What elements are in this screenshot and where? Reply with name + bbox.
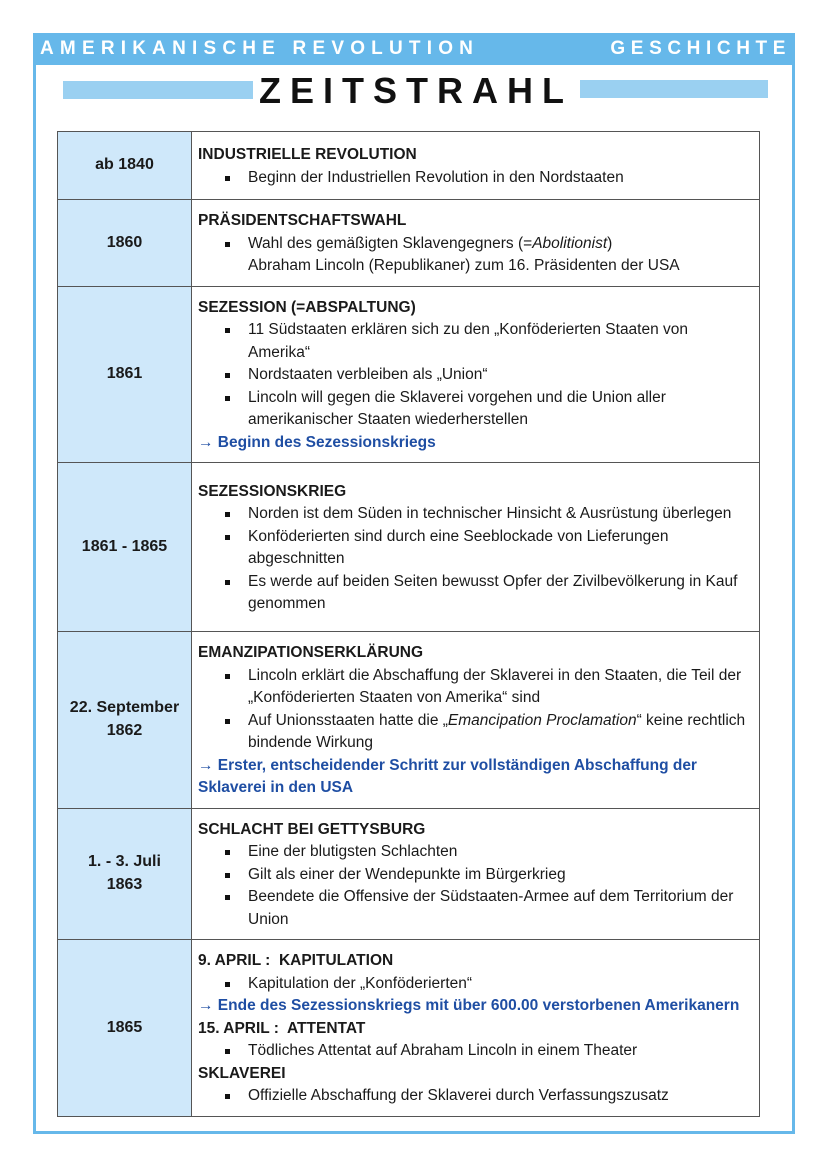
bullet-item: Lincoln erklärt die Abschaffung der Sklaverei in den Staaten, die Teil der „Konföderierten Staaten von Amerika“ sind [248, 665, 753, 710]
conclusion-arrow-text: → Beginn des Sezessionskriegs [198, 433, 436, 451]
bullet-list [198, 1040, 753, 1063]
event-heading: SCHLACHT BEI GETTYSBURG [198, 820, 426, 838]
conclusion-arrow-text: → Erster, entscheidender Schritt zur vollständigen Abschaffung der Sklaverei in den USA [198, 756, 697, 796]
bullet-item: Gilt als einer der Wendepunkte im Bürgerkrieg [248, 864, 753, 887]
bullet-item: Tödliches Attentat auf Abraham Lincoln in einem Theater [248, 1040, 753, 1063]
content-cell [192, 200, 760, 287]
topic-label: AMERIKANISCHE REVOLUTION [40, 38, 480, 59]
bullet-item: 11 Südstaaten erklären sich zu den „Konföderierten Staaten von Amerika“ [248, 319, 753, 364]
content-cell [192, 632, 760, 809]
title-decoration-right [580, 80, 768, 98]
bullet-item: Konföderierten sind durch eine Seeblockade von Lieferungen abgeschnitten [248, 526, 753, 571]
event-heading: PRÄSIDENTSCHAFTSWAHL [198, 212, 407, 229]
event-heading: SEZESSION (=ABSPALTUNG) [198, 298, 416, 316]
bullet-item: Offizielle Abschaffung der Sklaverei durch Verfassungszusatz [248, 1085, 753, 1108]
title-decoration-left [63, 81, 253, 99]
emphasis: Abolitionist [532, 234, 608, 252]
subject-label: GESCHICHTE [610, 38, 791, 59]
content-cell [192, 286, 760, 463]
bullet-list [198, 841, 753, 931]
bullet-list [198, 665, 753, 755]
event-heading: INDUSTRIELLE REVOLUTION [198, 146, 417, 163]
bullet-list [198, 233, 753, 278]
bullet-item: Beginn der Industriellen Revolution in den Nordstaaten [248, 167, 753, 190]
date-cell: 1861 - 1865 [58, 463, 192, 632]
timeline-row [58, 200, 760, 287]
event-heading: 9. APRIL : KAPITULATION [198, 952, 394, 969]
event-heading: 15. APRIL : ATTENTAT [198, 1019, 366, 1037]
content-cell [192, 808, 760, 940]
content-cell [192, 940, 760, 1117]
timeline-row [58, 632, 760, 809]
bullet-item: Norden ist dem Süden in technischer Hinsicht & Ausrüstung überlegen [248, 503, 753, 526]
date-cell: ab 1840 [58, 132, 192, 200]
bullet-list [198, 319, 753, 432]
timeline-table [57, 131, 760, 1117]
bullet-list [198, 973, 753, 996]
date-cell: 22. September 1862 [58, 632, 192, 809]
conclusion-arrow-text: → Ende des Sezessionskriegs mit über 600.00 verstorbenen Amerikanern [198, 997, 740, 1014]
timeline-row [58, 286, 760, 463]
timeline-row [58, 132, 760, 200]
date-cell: 1865 [58, 940, 192, 1117]
bullet-item: Wahl des gemäßigten Sklavengegners (=Abolitionist) Abraham Lincoln (Republikaner) zum 16. Präsidenten der USA [248, 233, 753, 278]
bullet-item: Lincoln will gegen die Sklaverei vorgehen und die Union aller amerikanischer Staaten wiederherstellen [248, 387, 753, 432]
emphasis: Emancipation Proclamation [447, 711, 637, 729]
bullet-item: Kapitulation der „Konföderierten“ [248, 973, 753, 996]
date-cell: 1860 [58, 200, 192, 287]
bullet-list [198, 503, 753, 616]
timeline-row [58, 940, 760, 1117]
timeline-row [58, 463, 760, 632]
date-cell: 1. - 3. Juli 1863 [58, 808, 192, 940]
date-cell: 1861 [58, 286, 192, 463]
bullet-item: Nordstaaten verbleiben als „Union“ [248, 364, 753, 387]
content-cell [192, 463, 760, 632]
page-title: ZEITSTRAHL [259, 70, 573, 111]
bullet-item: Beendete die Offensive der Südstaaten-Armee auf dem Territorium der Union [248, 886, 753, 931]
bullet-list [198, 1085, 753, 1108]
event-heading: SEZESSIONSKRIEG [198, 482, 347, 500]
bullet-item: Eine der blutigsten Schlachten [248, 841, 753, 864]
content-cell [192, 132, 760, 200]
event-heading: EMANZIPATIONSERKLÄRUNG [198, 644, 424, 661]
event-heading: SKLAVEREI [198, 1064, 286, 1082]
bullet-list [198, 167, 753, 190]
bullet-item: Auf Unionsstaaten hatte die „Emancipation Proclamation“ keine rechtlich bindende Wirkung [248, 710, 753, 755]
bullet-item: Es werde auf beiden Seiten bewusst Opfer der Zivilbevölkerung in Kauf genommen [248, 571, 753, 616]
timeline-row [58, 808, 760, 940]
